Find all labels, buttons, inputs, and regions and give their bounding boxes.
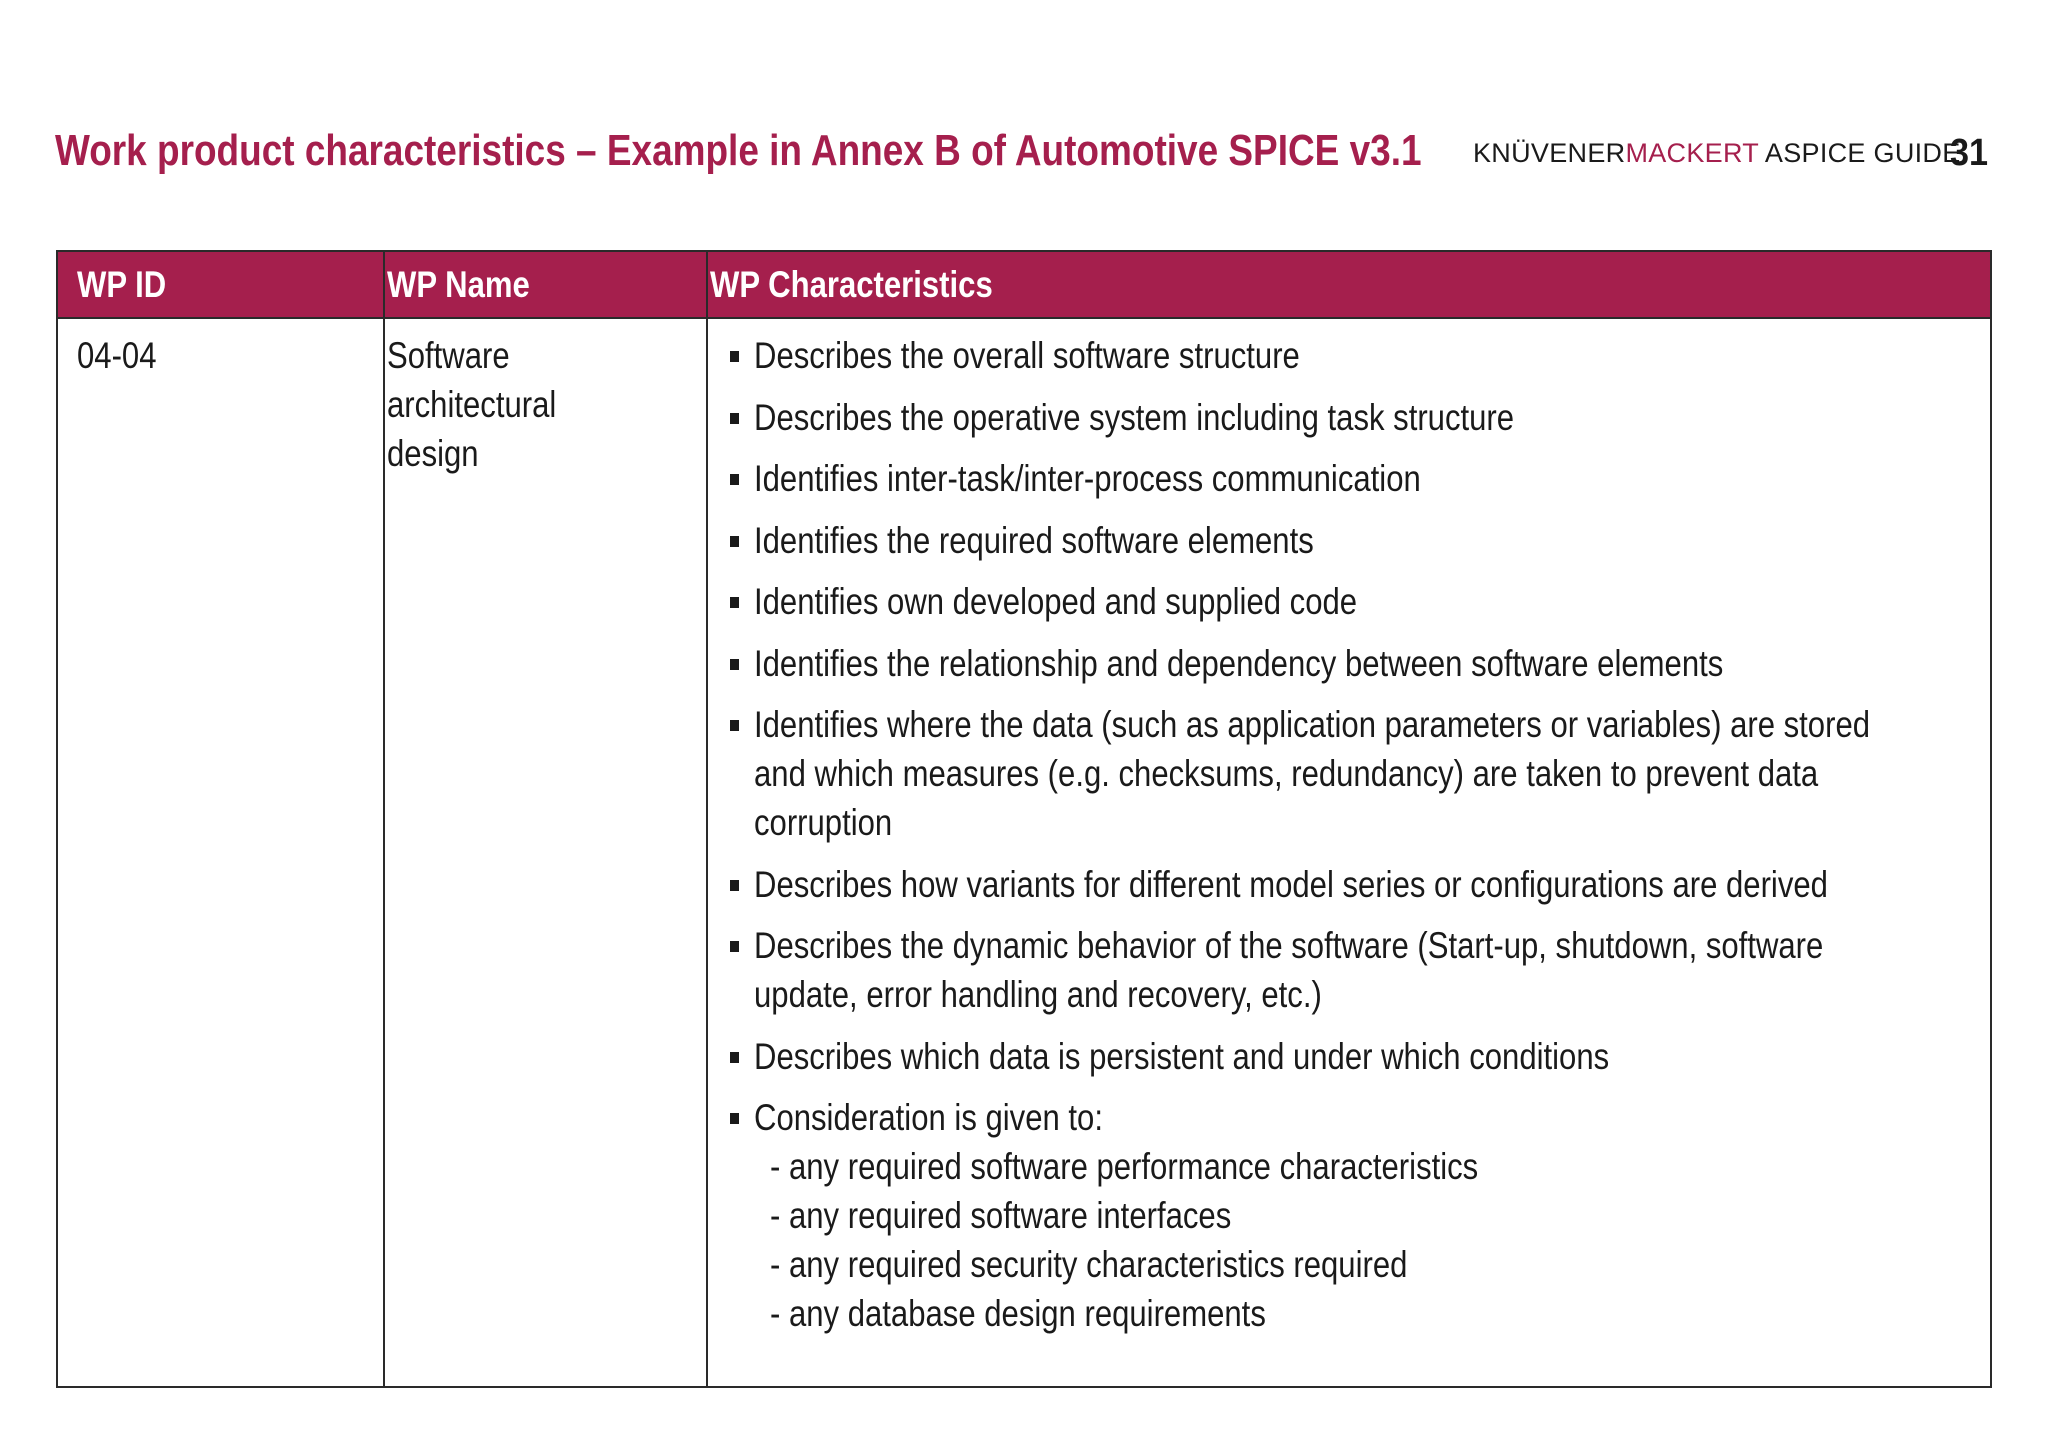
cell-wp-id [77, 331, 172, 380]
characteristic-text: Identifies the required software elements [754, 519, 1314, 561]
brand-name-mackert: MACKERT [1625, 138, 1759, 168]
characteristic-text: Describes the overall software structure [754, 335, 1300, 376]
bullet-square-icon [730, 720, 739, 731]
table-header-row [58, 252, 1990, 319]
characteristic-sub-item: - any required software performance characteristics [770, 1146, 1479, 1187]
brand-guide-label: ASPICE GUIDE [1758, 138, 1961, 168]
cell-wp-name [387, 331, 687, 478]
characteristic-item [710, 700, 1960, 847]
cell-wp-characteristics [710, 331, 1960, 1351]
characteristic-text: Describes which data is persistent and under which conditions [754, 1035, 1610, 1077]
bullet-square-icon [730, 536, 739, 547]
brand-name-knuevener: KNÜVENER [1473, 138, 1626, 168]
characteristic-item [710, 454, 1960, 503]
characteristic-sub-item: - any required security characteristics required [770, 1244, 1408, 1285]
work-product-table [56, 250, 1992, 1388]
characteristic-item [710, 1093, 1960, 1338]
bullet-square-icon [730, 1113, 739, 1124]
bullet-square-icon [730, 351, 739, 362]
characteristic-item [710, 639, 1960, 688]
characteristic-item [710, 921, 1960, 1019]
wp-id-value: 04-04 [77, 335, 157, 376]
bullet-square-icon [730, 474, 739, 485]
characteristic-sub-item: - any required software interfaces [770, 1195, 1232, 1236]
bullet-square-icon [730, 659, 739, 670]
characteristic-text: Consideration is given to: [754, 1097, 1103, 1138]
column-divider [706, 252, 708, 1386]
characteristic-text: Identifies where the data (such as application parameters or variables) are stored [754, 704, 1871, 745]
brand-logo [1473, 138, 1961, 169]
characteristic-text: corruption [754, 802, 893, 843]
column-header-wp-id: WP ID [77, 264, 167, 305]
characteristic-item [710, 577, 1960, 626]
column-header-wp-name: WP Name [387, 264, 530, 305]
characteristic-item [710, 1032, 1960, 1081]
bullet-square-icon [730, 1052, 739, 1063]
characteristic-text: Describes the dynamic behavior of the software (Start-up, shutdown, software [754, 925, 1824, 966]
characteristic-text: Identifies inter-task/inter-process communication [754, 458, 1421, 499]
wp-name-line: architectural [387, 384, 557, 425]
characteristic-sub-item: - any database design requirements [770, 1293, 1266, 1334]
page-header [0, 0, 2048, 200]
characteristic-item [710, 393, 1960, 442]
bullet-square-icon [730, 597, 739, 608]
column-divider [383, 252, 385, 1386]
bullet-square-icon [730, 413, 739, 424]
wp-name-line: Software [387, 335, 510, 376]
characteristic-text: and which measures (e.g. checksums, redundancy) are taken to prevent data [754, 753, 1819, 794]
characteristic-text: Describes the operative system including task structure [754, 396, 1515, 438]
characteristic-text: Describes how variants for different model series or configurations are derived [754, 863, 1828, 905]
page-number: 31 [1950, 132, 1989, 174]
bullet-square-icon [730, 880, 739, 891]
characteristic-text: Identifies the relationship and dependency between software elements [754, 642, 1724, 684]
characteristic-text: update, error handling and recovery, etc.) [754, 974, 1322, 1015]
column-header-wp-characteristics: WP Characteristics [710, 264, 993, 305]
characteristic-text: Identifies own developed and supplied code [754, 581, 1358, 622]
characteristic-item [710, 331, 1960, 380]
characteristic-item [710, 860, 1960, 909]
characteristic-item [710, 516, 1960, 565]
wp-name-line: design [387, 433, 479, 474]
page-title: Work product characteristics – Example in Annex B of Automotive SPICE v3.1 [55, 126, 1422, 175]
bullet-square-icon [730, 941, 739, 952]
